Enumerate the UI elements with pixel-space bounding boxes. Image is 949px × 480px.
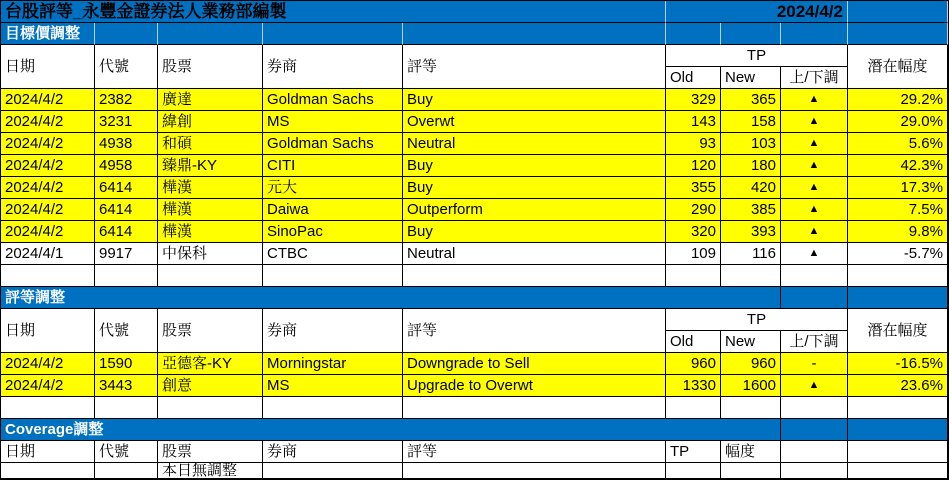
empty-cell[interactable] xyxy=(263,463,403,479)
empty-cell[interactable] xyxy=(848,287,948,309)
coverage-note[interactable]: 本日無調整 xyxy=(158,463,263,479)
cell-rating[interactable]: Downgrade to Sell xyxy=(403,353,666,375)
cell-date[interactable]: 2024/4/2 xyxy=(1,353,95,375)
empty-cell[interactable] xyxy=(721,397,781,419)
header-potential[interactable]: 潛在幅度 xyxy=(848,309,948,353)
header-date[interactable]: 日期 xyxy=(1,441,95,463)
empty-cell[interactable] xyxy=(95,265,158,287)
empty-cell[interactable] xyxy=(95,397,158,419)
header-broker[interactable]: 券商 xyxy=(263,441,403,463)
empty-cell[interactable] xyxy=(95,463,158,479)
empty-cell[interactable] xyxy=(403,265,666,287)
cell-rating[interactable]: Buy xyxy=(403,177,666,199)
cell-potential[interactable]: 23.6% xyxy=(848,375,948,397)
cell-broker[interactable]: Morningstar xyxy=(263,353,403,375)
cell-broker[interactable]: MS xyxy=(263,111,403,133)
cell-rating[interactable]: Overwt xyxy=(403,111,666,133)
empty-cell[interactable] xyxy=(781,419,848,441)
cell-stock[interactable]: 樺漢 xyxy=(158,177,263,199)
sheet-grid xyxy=(1,1,948,479)
cell-tp-old[interactable]: 1330 xyxy=(666,375,721,397)
empty-cell[interactable] xyxy=(403,397,666,419)
cell-potential[interactable]: 9.8% xyxy=(848,221,948,243)
up-triangle-icon[interactable]: ▲ xyxy=(781,243,848,265)
empty-cell[interactable] xyxy=(848,1,948,23)
empty-cell[interactable] xyxy=(666,463,721,479)
empty-cell[interactable] xyxy=(158,397,263,419)
cell-potential[interactable]: 42.3% xyxy=(848,155,948,177)
empty-cell[interactable] xyxy=(781,441,848,463)
empty-cell[interactable] xyxy=(1,463,95,479)
header-range[interactable]: 幅度 xyxy=(721,441,781,463)
header-tp-new[interactable]: New xyxy=(721,331,781,353)
cell-tp-old[interactable]: 355 xyxy=(666,177,721,199)
cell-tp-new[interactable]: 385 xyxy=(721,199,781,221)
empty-cell[interactable] xyxy=(721,265,781,287)
cell-code[interactable]: 6414 xyxy=(95,199,158,221)
cell-potential[interactable]: 17.3% xyxy=(848,177,948,199)
cell-code[interactable]: 3443 xyxy=(95,375,158,397)
cell-code[interactable]: 4938 xyxy=(95,133,158,155)
empty-cell[interactable] xyxy=(781,287,848,309)
cell-code[interactable]: 2382 xyxy=(95,89,158,111)
cell-broker[interactable]: Daiwa xyxy=(263,199,403,221)
cell-date[interactable]: 2024/4/2 xyxy=(1,155,95,177)
tp-section-title[interactable]: 目標價調整 xyxy=(1,23,95,45)
cell-broker[interactable]: 元大 xyxy=(263,177,403,199)
cell-potential[interactable]: 29.2% xyxy=(848,89,948,111)
up-triangle-icon[interactable]: ▲ xyxy=(781,177,848,199)
header-tp-group[interactable]: TP xyxy=(666,309,848,331)
cell-date[interactable]: 2024/4/1 xyxy=(1,243,95,265)
header-code[interactable]: 代號 xyxy=(95,441,158,463)
empty-cell[interactable] xyxy=(848,265,948,287)
empty-cell[interactable] xyxy=(781,397,848,419)
cell-tp-old[interactable]: 143 xyxy=(666,111,721,133)
cell-tp-old[interactable]: 960 xyxy=(666,353,721,375)
cell-tp-old[interactable]: 290 xyxy=(666,199,721,221)
header-code[interactable]: 代號 xyxy=(95,45,158,89)
cell-date[interactable]: 2024/4/2 xyxy=(1,199,95,221)
cell-date[interactable]: 2024/4/2 xyxy=(1,111,95,133)
cell-potential[interactable]: 7.5% xyxy=(848,199,948,221)
cell-rating[interactable]: Buy xyxy=(403,221,666,243)
cell-stock[interactable]: 和碩 xyxy=(158,133,263,155)
cell-tp-new[interactable]: 365 xyxy=(721,89,781,111)
cell-code[interactable]: 9917 xyxy=(95,243,158,265)
header-potential[interactable]: 潛在幅度 xyxy=(848,45,948,89)
cell-tp-new[interactable]: 158 xyxy=(721,111,781,133)
up-triangle-icon[interactable]: ▲ xyxy=(781,111,848,133)
cell-stock[interactable]: 樺漢 xyxy=(158,199,263,221)
cell-date[interactable]: 2024/4/2 xyxy=(1,177,95,199)
empty-cell[interactable] xyxy=(263,397,403,419)
empty-cell[interactable] xyxy=(1,397,95,419)
cell-tp-new[interactable]: 116 xyxy=(721,243,781,265)
header-code[interactable]: 代號 xyxy=(95,309,158,353)
cell-broker[interactable]: SinoPac xyxy=(263,221,403,243)
cell-stock[interactable]: 中保科 xyxy=(158,243,263,265)
cell-code[interactable]: 3231 xyxy=(95,111,158,133)
header-tp-old[interactable]: Old xyxy=(666,331,721,353)
empty-cell[interactable] xyxy=(848,419,948,441)
cell-tp-new[interactable]: 103 xyxy=(721,133,781,155)
header-updown[interactable]: 上/下調 xyxy=(781,67,848,89)
header-updown[interactable]: 上/下調 xyxy=(781,331,848,353)
cell-tp-old[interactable]: 109 xyxy=(666,243,721,265)
cell-tp-new[interactable]: 420 xyxy=(721,177,781,199)
cell-date[interactable]: 2024/4/2 xyxy=(1,89,95,111)
empty-cell[interactable] xyxy=(848,441,948,463)
cell-broker[interactable]: Goldman Sachs xyxy=(263,89,403,111)
cell-tp-old[interactable]: 93 xyxy=(666,133,721,155)
report-date: 2024/4/2 xyxy=(666,1,848,23)
empty-cell[interactable] xyxy=(721,23,781,45)
empty-cell[interactable] xyxy=(1,265,95,287)
cell-tp-old[interactable]: 120 xyxy=(666,155,721,177)
cell-rating[interactable]: Buy xyxy=(403,89,666,111)
header-broker[interactable]: 券商 xyxy=(263,309,403,353)
empty-cell[interactable] xyxy=(781,265,848,287)
up-triangle-icon[interactable]: ▲ xyxy=(781,221,848,243)
cell-stock[interactable]: 樺漢 xyxy=(158,221,263,243)
header-stock[interactable]: 股票 xyxy=(158,45,263,89)
header-tp-new[interactable]: New xyxy=(721,67,781,89)
empty-cell[interactable] xyxy=(263,23,403,45)
empty-cell[interactable] xyxy=(848,463,948,479)
cell-stock[interactable]: 緯創 xyxy=(158,111,263,133)
cell-potential[interactable]: -16.5% xyxy=(848,353,948,375)
cell-stock[interactable]: 亞德客-KY xyxy=(158,353,263,375)
cell-broker[interactable]: CITI xyxy=(263,155,403,177)
cell-tp-new[interactable]: 1600 xyxy=(721,375,781,397)
cell-tp-new[interactable]: 393 xyxy=(721,221,781,243)
cell-date[interactable]: 2024/4/2 xyxy=(1,133,95,155)
cell-stock[interactable]: 創意 xyxy=(158,375,263,397)
empty-cell[interactable] xyxy=(158,265,263,287)
cell-broker[interactable]: MS xyxy=(263,375,403,397)
header-tp-group[interactable]: TP xyxy=(666,45,848,67)
cell-potential[interactable]: 5.6% xyxy=(848,133,948,155)
header-broker[interactable]: 券商 xyxy=(263,45,403,89)
page-title: 台股評等_永豐金證券法人業務部編製 xyxy=(1,1,666,23)
cell-code[interactable]: 6414 xyxy=(95,177,158,199)
cell-broker[interactable]: CTBC xyxy=(263,243,403,265)
cell-rating[interactable]: Upgrade to Overwt xyxy=(403,375,666,397)
up-triangle-icon[interactable]: ▲ xyxy=(781,133,848,155)
header-stock[interactable]: 股票 xyxy=(158,309,263,353)
header-rating[interactable]: 評等 xyxy=(403,441,666,463)
cell-rating[interactable]: Neutral xyxy=(403,133,666,155)
empty-cell[interactable] xyxy=(403,463,666,479)
up-triangle-icon[interactable]: ▲ xyxy=(781,375,848,397)
cell-tp-old[interactable]: 320 xyxy=(666,221,721,243)
cell-code[interactable]: 6414 xyxy=(95,221,158,243)
cell-tp-old[interactable]: 329 xyxy=(666,89,721,111)
cell-code[interactable]: 4958 xyxy=(95,155,158,177)
coverage-section-title[interactable]: Coverage調整 xyxy=(1,419,781,441)
header-rating[interactable]: 評等 xyxy=(403,309,666,353)
empty-cell[interactable] xyxy=(848,23,948,45)
cell-rating[interactable]: Outperform xyxy=(403,199,666,221)
cell-code[interactable]: 1590 xyxy=(95,353,158,375)
empty-cell[interactable] xyxy=(263,265,403,287)
up-triangle-icon[interactable]: ▲ xyxy=(781,199,848,221)
empty-cell[interactable] xyxy=(848,397,948,419)
empty-cell[interactable] xyxy=(666,397,721,419)
header-rating[interactable]: 評等 xyxy=(403,45,666,89)
empty-cell[interactable] xyxy=(666,265,721,287)
empty-cell[interactable] xyxy=(781,463,848,479)
empty-cell[interactable] xyxy=(95,23,158,45)
cell-tp-new[interactable]: 960 xyxy=(721,353,781,375)
cell-stock[interactable]: 臻鼎-KY xyxy=(158,155,263,177)
cell-tp-new[interactable]: 180 xyxy=(721,155,781,177)
header-tp[interactable]: TP xyxy=(666,441,721,463)
cell-date[interactable]: 2024/4/2 xyxy=(1,375,95,397)
header-date[interactable]: 日期 xyxy=(1,45,95,89)
header-stock[interactable]: 股票 xyxy=(158,441,263,463)
empty-cell[interactable] xyxy=(781,23,848,45)
cell-date[interactable]: 2024/4/2 xyxy=(1,221,95,243)
up-triangle-icon[interactable]: ▲ xyxy=(781,155,848,177)
header-date[interactable]: 日期 xyxy=(1,309,95,353)
up-triangle-icon[interactable]: ▲ xyxy=(781,89,848,111)
empty-cell[interactable] xyxy=(158,23,263,45)
header-tp-old[interactable]: Old xyxy=(666,67,721,89)
cell-rating[interactable]: Neutral xyxy=(403,243,666,265)
cell-rating[interactable]: Buy xyxy=(403,155,666,177)
cell-broker[interactable]: Goldman Sachs xyxy=(263,133,403,155)
cell-updown[interactable]: - xyxy=(781,353,848,375)
empty-cell[interactable] xyxy=(403,23,666,45)
cell-potential[interactable]: 29.0% xyxy=(848,111,948,133)
empty-cell[interactable] xyxy=(666,23,721,45)
empty-cell[interactable] xyxy=(721,463,781,479)
cell-potential[interactable]: -5.7% xyxy=(848,243,948,265)
cell-stock[interactable]: 廣達 xyxy=(158,89,263,111)
rating-section-title[interactable]: 評等調整 xyxy=(1,287,781,309)
